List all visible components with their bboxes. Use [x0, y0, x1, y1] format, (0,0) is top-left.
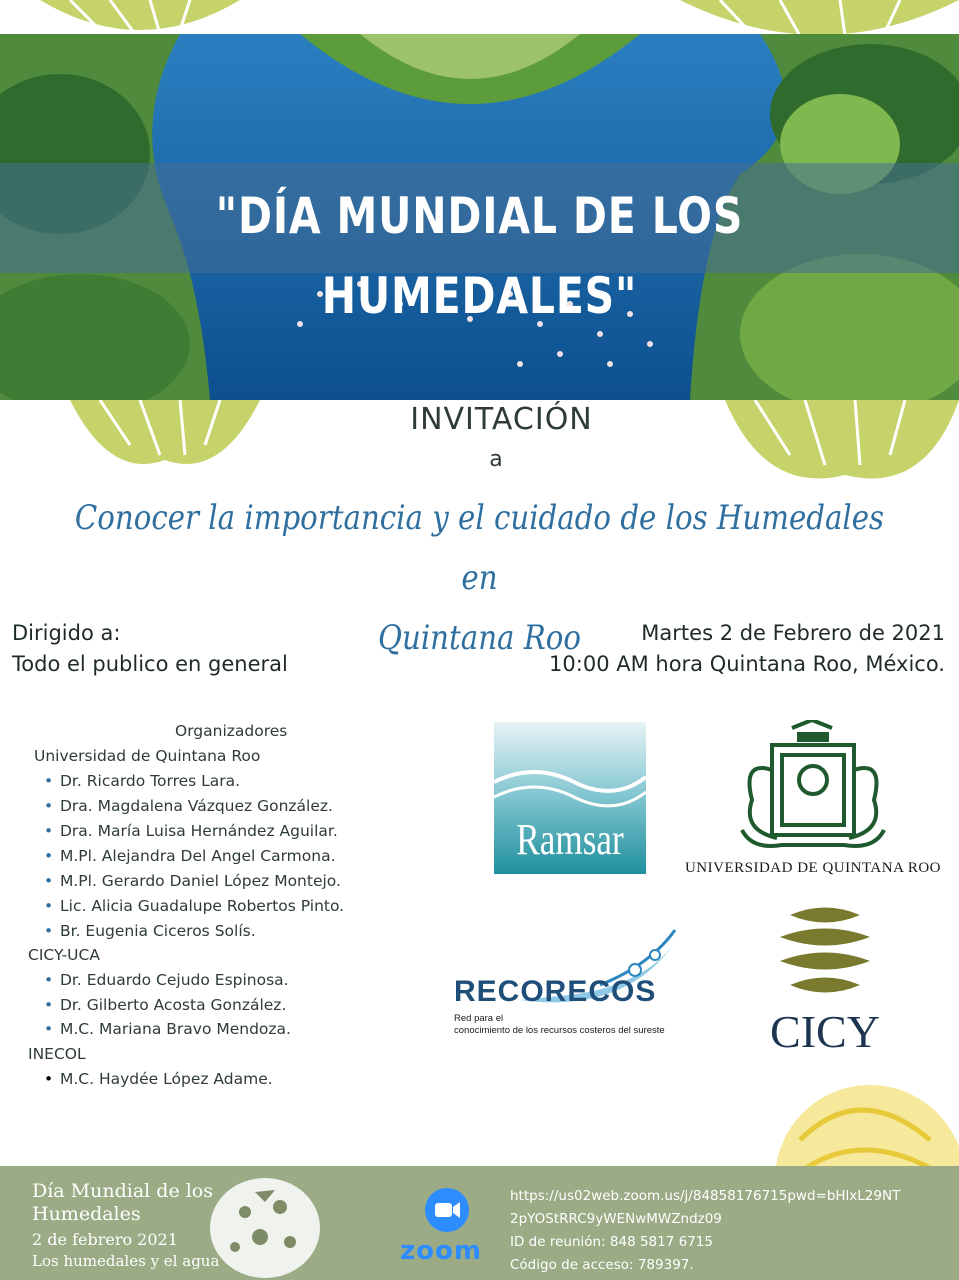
- zoom-camera-icon[interactable]: [424, 1187, 470, 1233]
- footer-event-date: 2 de febrero 2021: [32, 1230, 178, 1249]
- invitation-heading: INVITACIÓN: [410, 402, 593, 437]
- ramsar-logo: [494, 722, 646, 874]
- event-time: 10:00 AM hora Quintana Roo, México.: [549, 652, 945, 676]
- organizer-group-name: Universidad de Quintana Roo: [34, 747, 261, 765]
- list-item: • Br. Eugenia Ciceros Solís.: [60, 922, 256, 940]
- invitation-connector: a: [489, 447, 503, 472]
- footer-event-theme: Los humedales y el agua: [32, 1252, 220, 1270]
- access-code: Código de acceso: 789397.: [510, 1257, 694, 1273]
- audience-label: Dirigido a:: [12, 621, 121, 645]
- list-item: • Lic. Alicia Guadalupe Robertos Pinto.: [60, 897, 344, 915]
- list-item: • Dr. Ricardo Torres Lara.: [60, 772, 240, 790]
- zoom-link-line-1[interactable]: https://us02web.zoom.us/j/84858176715pwd=bHlxL29NT: [510, 1188, 901, 1204]
- list-item: • Dr. Gilberto Acosta González.: [60, 996, 286, 1014]
- wetlands-day-emblem-icon: [205, 1172, 325, 1280]
- list-item: • Dra. María Luisa Hernández Aguilar.: [60, 822, 338, 840]
- audience-value: Todo el publico en general: [12, 652, 288, 676]
- zoom-wordmark: zoom: [400, 1236, 482, 1266]
- meeting-id: ID de reunión: 848 5817 6715: [510, 1234, 713, 1250]
- list-item: • Dr. Eduardo Cejudo Espinosa.: [60, 971, 289, 989]
- footer-event-title: Día Mundial de los Humedales: [32, 1180, 214, 1225]
- recorecos-wordmark: RECORECOS: [454, 975, 657, 1008]
- event-date: Martes 2 de Febrero de 2021: [641, 621, 945, 645]
- uqroo-wordmark: UNIVERSIDAD DE QUINTANA ROO: [684, 860, 942, 876]
- organizer-group-name: CICY-UCA: [28, 946, 100, 964]
- organizers-heading: Organizadores: [175, 722, 288, 740]
- organizer-group-name: INECOL: [28, 1045, 86, 1063]
- list-item: • M.C. Haydée López Adame.: [60, 1070, 273, 1088]
- recorecos-tagline-line-2: conocimiento de los recursos costeros del sureste: [454, 1025, 665, 1036]
- page-title: "DÍA MUNDIAL DE LOS HUMEDALES": [215, 187, 744, 325]
- list-item: • M.Pl. Alejandra Del Angel Carmona.: [60, 847, 336, 865]
- cicy-wordmark: CICY: [770, 1006, 880, 1057]
- subtitle-line-1: Conocer la importancia y el cuidado de los Humedales en: [74, 498, 885, 598]
- recorecos-tagline: [454, 1013, 665, 1037]
- zoom-link-line-2[interactable]: 2pYOStRRC9yWENwMWZndz09: [510, 1211, 722, 1227]
- ramsar-wordmark: Ramsar: [516, 815, 624, 864]
- list-item: • M.C. Mariana Bravo Mendoza.: [60, 1020, 291, 1038]
- uqroo-logo: [682, 720, 944, 882]
- list-item: • M.Pl. Gerardo Daniel López Montejo.: [60, 872, 341, 890]
- cicy-leaves-icon: [750, 905, 900, 1005]
- subtitle-line-2: Quintana Roo: [378, 618, 581, 658]
- cicy-logo: [750, 905, 900, 1065]
- uqroo-crest-icon: [682, 720, 944, 855]
- recorecos-tagline-line-1: Red para el: [454, 1013, 504, 1024]
- list-item: • Dra. Magdalena Vázquez González.: [60, 797, 333, 815]
- recorecos-logo: [450, 925, 690, 1050]
